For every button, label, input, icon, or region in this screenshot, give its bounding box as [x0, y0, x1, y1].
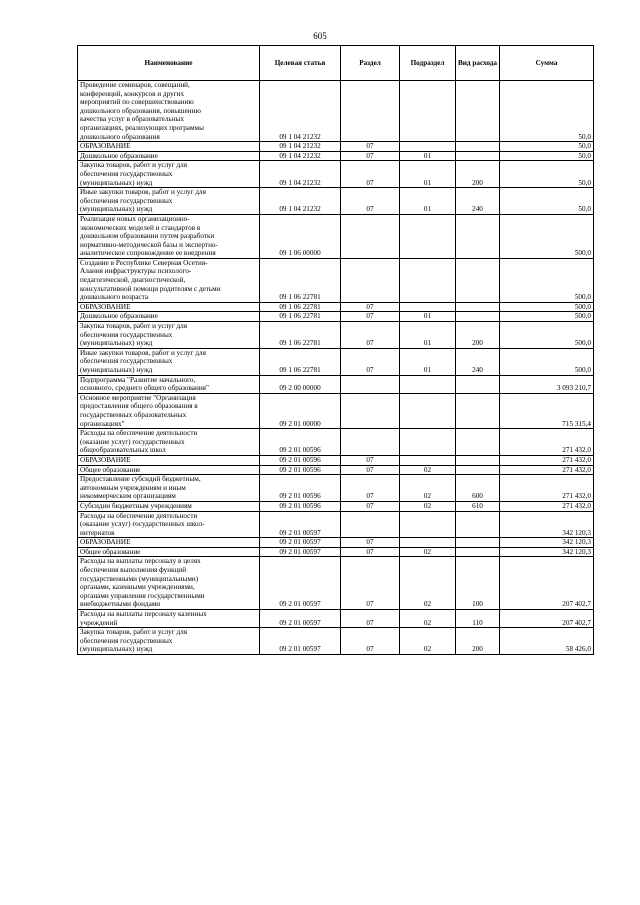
table-row [78, 348, 594, 375]
header-name: Наименование [78, 46, 260, 81]
cell-target: 09 1 06 22781 [260, 322, 341, 349]
cell-target: 09 1 04 21232 [260, 151, 341, 161]
cell-amount: 58 426,0 [500, 628, 594, 655]
cell-amount: 715 315,4 [500, 393, 594, 428]
cell-expense-type [456, 312, 500, 322]
cell-name: Реализация новых организационно- экономических моделей и стандартов в дошкольном образовании путем разработки нормативно-методической базы и экспертно- аналитическое сопровождение ее внедрения [78, 214, 260, 258]
table-row [78, 511, 594, 538]
cell-name: Закупка товаров, работ и услуг для обеспечения государственных (муниципальных) нужд [78, 161, 260, 188]
cell-expense-type: 240 [456, 348, 500, 375]
table-row [78, 214, 594, 258]
cell-section [341, 393, 400, 428]
cell-amount: 271 432,0 [500, 475, 594, 502]
cell-expense-type [456, 375, 500, 393]
table-row [78, 81, 594, 142]
header-subsection: Подраздел [400, 46, 456, 81]
cell-amount: 271 432,0 [500, 465, 594, 475]
cell-target: 09 2 01 00597 [260, 628, 341, 655]
cell-subsection: 01 [400, 161, 456, 188]
cell-expense-type: 600 [456, 475, 500, 502]
table-row [78, 258, 594, 302]
cell-subsection [400, 214, 456, 258]
cell-target: 09 2 00 00000 [260, 375, 341, 393]
cell-subsection: 02 [400, 628, 456, 655]
cell-subsection: 01 [400, 322, 456, 349]
cell-name: Основное мероприятие "Организация предоставления общего образования в государственных образовательных организациях" [78, 393, 260, 428]
cell-section: 07 [341, 501, 400, 511]
cell-amount: 3 093 210,7 [500, 375, 594, 393]
cell-amount: 342 120,3 [500, 547, 594, 557]
cell-target: 09 1 04 21232 [260, 161, 341, 188]
cell-section: 07 [341, 312, 400, 322]
cell-amount: 500,0 [500, 322, 594, 349]
cell-name: Подпрограмма "Развитие начального, основного, среднего общего образования" [78, 375, 260, 393]
cell-target: 09 1 06 00000 [260, 214, 341, 258]
cell-amount: 500,0 [500, 258, 594, 302]
cell-expense-type: 200 [456, 628, 500, 655]
cell-name: Проведение семинаров, совещаний, конференций, конкурсов и других мероприятий по совершенствованию дошкольного образования, повышению качества услуг в образовательных организациях, реализующих программы дошкольного образования [78, 81, 260, 142]
cell-amount: 342 120,3 [500, 538, 594, 548]
cell-amount: 207 402,7 [500, 557, 594, 610]
cell-target: 09 1 06 22781 [260, 348, 341, 375]
cell-target: 09 1 06 22781 [260, 312, 341, 322]
cell-section [341, 214, 400, 258]
cell-section: 07 [341, 610, 400, 628]
table-row [78, 188, 594, 215]
table-row [78, 547, 594, 557]
cell-expense-type [456, 214, 500, 258]
cell-target: 09 1 06 22781 [260, 258, 341, 302]
cell-name: Закупка товаров, работ и услуг для обеспечения государственных (муниципальных) нужд [78, 322, 260, 349]
cell-target: 09 2 01 00596 [260, 465, 341, 475]
cell-expense-type [456, 511, 500, 538]
cell-name: Предоставление субсидий бюджетным, автономным учреждениям и иным некоммерческим организациям [78, 475, 260, 502]
cell-target: 09 1 04 21232 [260, 188, 341, 215]
cell-subsection [400, 511, 456, 538]
cell-subsection [400, 81, 456, 142]
cell-amount: 500,0 [500, 348, 594, 375]
cell-target: 09 2 01 00596 [260, 455, 341, 465]
cell-subsection [400, 455, 456, 465]
cell-section: 07 [341, 538, 400, 548]
cell-subsection: 02 [400, 501, 456, 511]
cell-subsection: 02 [400, 465, 456, 475]
cell-section: 07 [341, 161, 400, 188]
cell-target: 09 2 01 00597 [260, 557, 341, 610]
cell-subsection: 01 [400, 312, 456, 322]
cell-expense-type [456, 465, 500, 475]
cell-expense-type [456, 455, 500, 465]
cell-subsection: 01 [400, 348, 456, 375]
header-section: Раздел [341, 46, 400, 81]
table-row [78, 455, 594, 465]
cell-target: 09 2 01 00596 [260, 475, 341, 502]
cell-section: 07 [341, 465, 400, 475]
cell-target: 09 1 04 21232 [260, 142, 341, 152]
header-expense-type: Вид расхода [456, 46, 500, 81]
budget-table [77, 45, 594, 655]
cell-name: Дошкольное образование [78, 312, 260, 322]
cell-amount: 500,0 [500, 214, 594, 258]
table-row [78, 538, 594, 548]
cell-subsection: 02 [400, 610, 456, 628]
cell-amount: 500,0 [500, 302, 594, 312]
cell-target: 09 2 01 00597 [260, 547, 341, 557]
cell-target: 09 2 01 00596 [260, 429, 341, 456]
cell-amount: 50,0 [500, 188, 594, 215]
cell-expense-type: 610 [456, 501, 500, 511]
cell-expense-type [456, 393, 500, 428]
header-row [78, 46, 594, 81]
cell-name: ОБРАЗОВАНИЕ [78, 142, 260, 152]
cell-target: 09 2 01 00597 [260, 511, 341, 538]
table-row [78, 312, 594, 322]
cell-section: 07 [341, 151, 400, 161]
cell-expense-type: 200 [456, 161, 500, 188]
cell-expense-type [456, 151, 500, 161]
cell-expense-type: 110 [456, 610, 500, 628]
table-row [78, 628, 594, 655]
cell-subsection [400, 429, 456, 456]
table-row [78, 322, 594, 349]
cell-subsection: 01 [400, 151, 456, 161]
cell-amount: 50,0 [500, 161, 594, 188]
table-row [78, 161, 594, 188]
cell-expense-type: 100 [456, 557, 500, 610]
cell-amount: 271 432,0 [500, 429, 594, 456]
table-row [78, 142, 594, 152]
cell-name: Иные закупки товаров, работ и услуг для обеспечения государственных (муниципальных) нужд [78, 348, 260, 375]
cell-subsection: 01 [400, 188, 456, 215]
cell-section: 07 [341, 302, 400, 312]
cell-target: 09 1 04 21232 [260, 81, 341, 142]
cell-expense-type [456, 142, 500, 152]
cell-subsection [400, 375, 456, 393]
table-row [78, 302, 594, 312]
cell-amount: 271 432,0 [500, 501, 594, 511]
cell-expense-type: 200 [456, 322, 500, 349]
cell-name: Расходы на обеспечение деятельности (оказание услуг) государственных школ- интернатов [78, 511, 260, 538]
header-target: Целевая статья [260, 46, 341, 81]
cell-name: ОБРАЗОВАНИЕ [78, 302, 260, 312]
cell-section [341, 258, 400, 302]
cell-target: 09 2 01 00596 [260, 501, 341, 511]
header-amount: Сумма [500, 46, 594, 81]
table-row [78, 610, 594, 628]
cell-section: 07 [341, 455, 400, 465]
cell-section: 07 [341, 142, 400, 152]
cell-amount: 271 432,0 [500, 455, 594, 465]
cell-subsection [400, 302, 456, 312]
cell-expense-type [456, 258, 500, 302]
cell-subsection: 02 [400, 475, 456, 502]
table-row [78, 375, 594, 393]
cell-amount: 500,0 [500, 312, 594, 322]
cell-target: 09 2 01 00000 [260, 393, 341, 428]
table-row [78, 475, 594, 502]
cell-section [341, 429, 400, 456]
table-row [78, 429, 594, 456]
cell-amount: 50,0 [500, 151, 594, 161]
cell-target: 09 1 06 22781 [260, 302, 341, 312]
cell-name: Создание в Республике Северная Осетия- Алания инфраструктуры психолого- педагогической, диагностической, консультативной помощи родителям с детьми дошкольного возраста [78, 258, 260, 302]
cell-name: Субсидии бюджетным учреждениям [78, 501, 260, 511]
cell-subsection [400, 142, 456, 152]
cell-expense-type [456, 429, 500, 456]
cell-name: Общее образование [78, 465, 260, 475]
page-number: 605 [313, 31, 327, 41]
cell-subsection: 02 [400, 557, 456, 610]
cell-subsection: 02 [400, 547, 456, 557]
cell-subsection [400, 258, 456, 302]
cell-expense-type [456, 81, 500, 142]
cell-expense-type [456, 302, 500, 312]
cell-section: 07 [341, 188, 400, 215]
cell-name: ОБРАЗОВАНИЕ [78, 455, 260, 465]
cell-section: 07 [341, 557, 400, 610]
cell-amount: 50,0 [500, 142, 594, 152]
cell-subsection [400, 538, 456, 548]
cell-name: ОБРАЗОВАНИЕ [78, 538, 260, 548]
cell-expense-type [456, 547, 500, 557]
cell-section [341, 375, 400, 393]
cell-amount: 207 402,7 [500, 610, 594, 628]
cell-section: 07 [341, 628, 400, 655]
cell-section [341, 81, 400, 142]
cell-name: Расходы на обеспечение деятельности (оказание услуг) государственных общеобразовательных школ [78, 429, 260, 456]
cell-name: Общее образование [78, 547, 260, 557]
cell-section: 07 [341, 475, 400, 502]
cell-section: 07 [341, 547, 400, 557]
cell-expense-type: 240 [456, 188, 500, 215]
cell-section: 07 [341, 348, 400, 375]
cell-section: 07 [341, 322, 400, 349]
table-row [78, 151, 594, 161]
cell-name: Расходы на выплаты персоналу в целях обеспечения выполнения функций государственными (муниципальными) органами, казенными учреждениями, органами управления государственными внебюджетными фондами [78, 557, 260, 610]
table-row [78, 465, 594, 475]
cell-name: Расходы на выплаты персоналу казенных учреждений [78, 610, 260, 628]
table-row [78, 557, 594, 610]
cell-name: Закупка товаров, работ и услуг для обеспечения государственных (муниципальных) нужд [78, 628, 260, 655]
cell-target: 09 2 01 00597 [260, 610, 341, 628]
cell-section [341, 511, 400, 538]
cell-amount: 342 120,3 [500, 511, 594, 538]
cell-amount: 50,0 [500, 81, 594, 142]
cell-name: Иные закупки товаров, работ и услуг для обеспечения государственных (муниципальных) нужд [78, 188, 260, 215]
cell-expense-type [456, 538, 500, 548]
table-row [78, 393, 594, 428]
cell-target: 09 2 01 00597 [260, 538, 341, 548]
cell-subsection [400, 393, 456, 428]
table-row [78, 501, 594, 511]
cell-name: Дошкольное образование [78, 151, 260, 161]
